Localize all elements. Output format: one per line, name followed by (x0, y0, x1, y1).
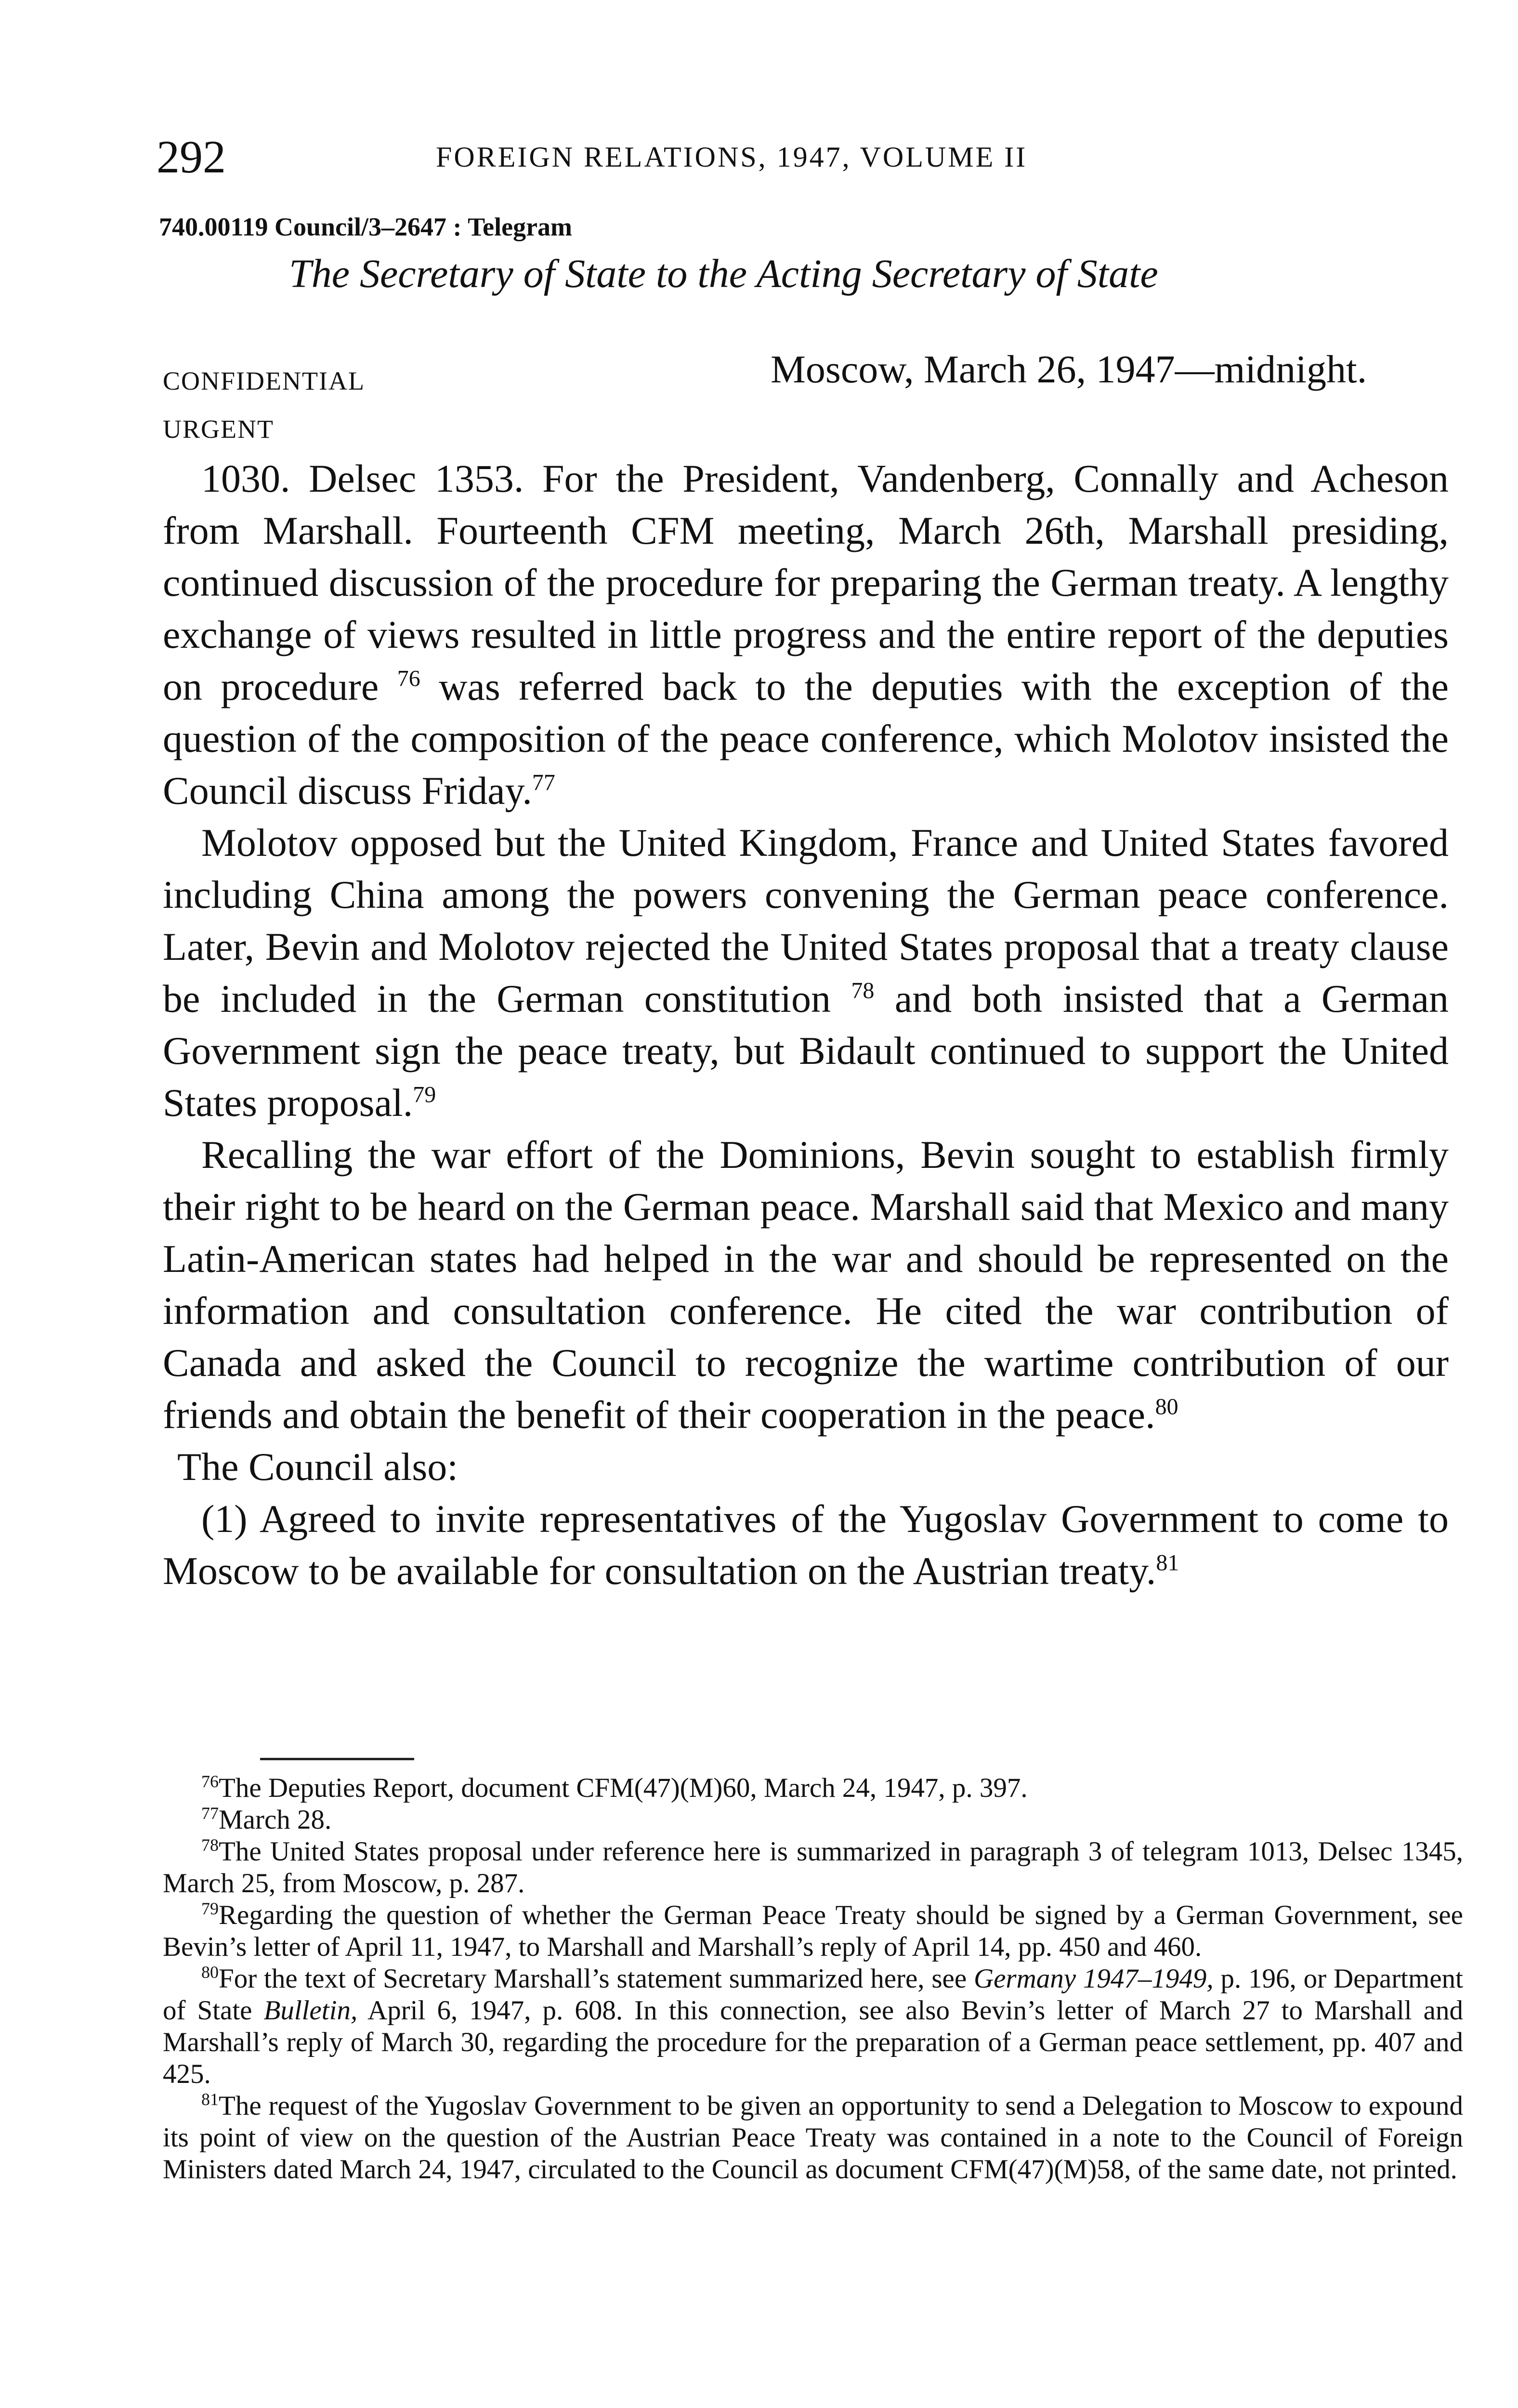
footnote-mark: 79 (201, 1899, 219, 1918)
footnote-marker: 78 (851, 978, 875, 1004)
paragraph-text: was referred back to the deputies with the exception of the question of the composition of the peace conference, which Molotov insisted the Council discuss Friday. (163, 665, 1449, 812)
footnote-text: p. 196, or Department of State (163, 1963, 1463, 2026)
footnote-mark: 78 (201, 1835, 219, 1855)
footnote-mark: 77 (201, 1804, 219, 1823)
paragraph-5 (163, 1493, 1449, 1597)
footnote-marker: 76 (397, 666, 420, 692)
telegram-body (163, 453, 1449, 1597)
footnote-80 (163, 1963, 1463, 2090)
footnote-mark: 81 (201, 2090, 219, 2109)
footnote-marker: 79 (413, 1082, 436, 1108)
paragraph-text: 1030. Delsec 1353. For the President, Vandenberg, Connally and Acheson from Marshall. Fourteenth CFM meeting, March 26th, Marshall presiding, continued discussion of the procedure for preparing the German treaty. A lengthy exchange of views resulted in little progress and the entire report of the deputies on procedure (163, 457, 1449, 708)
paragraph-2 (163, 817, 1449, 1129)
paragraph-text: The Council also: (177, 1445, 458, 1489)
footnote-marker: 77 (532, 770, 555, 796)
footnote-77 (163, 1804, 1463, 1836)
footnote-mark: 80 (201, 1963, 219, 1982)
classification-label: CONFIDENTIAL (163, 366, 365, 395)
footnote-text: Regarding the question of whether the German Peace Treaty should be signed by a German Government, see Bevin’s letter of April 11, 1947, to Marshall and Marshall’s reply of April 14, pp. 450 and 460. (163, 1900, 1463, 1962)
paragraph-text: (1) Agreed to invite representatives of the Yugoslav Government to come to Moscow to be available for consultation on the Austrian treaty. (163, 1497, 1449, 1593)
paragraph-text: Molotov opposed but the United Kingdom, France and United States favored including China among the powers convening the German peace conference. Later, Bevin and Molotov rejected the United States proposal that a treaty clause be included in the German constitution (163, 821, 1449, 1021)
footnote-text: March 28. (219, 1805, 332, 1835)
running-header (157, 130, 1457, 183)
footnote-text: The Deputies Report, document CFM(47)(M)60, March 24, 1947, p. 397. (219, 1773, 1028, 1803)
footnote-text: For the text of Secretary Marshall’s statement summarized here, see (219, 1963, 967, 1994)
footnote-text: The United States proposal under reference here is summarized in paragraph 3 of telegram 1013, Delsec 1345, March 25, from Moscow, p. 287. (163, 1836, 1463, 1898)
document-title: The Secretary of State to the Acting Secretary of State (289, 251, 1158, 296)
footnote-79 (163, 1899, 1463, 1963)
footnote-mark: 76 (201, 1772, 219, 1791)
priority-label: URGENT (163, 415, 274, 444)
footnote-divider (260, 1758, 414, 1760)
footnote-76 (163, 1772, 1463, 1804)
paragraph-1 (163, 453, 1449, 817)
footnote-italic-title: Germany 1947–1949, (973, 1963, 1214, 1994)
dateline: Moscow, March 26, 1947—midnight. (771, 347, 1367, 391)
file-reference: 740.00119 Council/3–2647 : Telegram (159, 212, 573, 241)
footnote-italic-title: Bulletin, (263, 1995, 358, 2026)
page-number: 292 (157, 131, 226, 183)
paragraph-4 (163, 1441, 1449, 1493)
footnote-text: April 6, 1947, p. 608. In this connection, see also Bevin’s letter of March 27 to Marshall and Marshall’s reply of March 30, regarding the procedure for the preparation of a German peace settlement, pp. 407 and 425. (163, 1995, 1463, 2089)
paragraph-3 (163, 1129, 1449, 1441)
footnotes (163, 1772, 1463, 2186)
footnote-marker: 80 (1155, 1394, 1178, 1420)
footnote-81 (163, 2090, 1463, 2186)
footnote-marker: 81 (1156, 1550, 1179, 1576)
paragraph-text: Recalling the war effort of the Dominions, Bevin sought to establish firmly their right to be heard on the German peace. Marshall said that Mexico and many Latin-American states had helped in the war and should be represented on the information and consultation conference. He cited the war contribution of Canada and asked the Council to recognize the wartime contribution of our friends and obtain the benefit of their cooperation in the peace. (163, 1133, 1449, 1437)
footnote-text: The request of the Yugoslav Government to be given an opportunity to send a Delegation to Moscow to expound its point of view on the question of the Austrian Peace Treaty was contained in a note to the Council of Foreign Ministers dated March 24, 1947, circulated to the Council as document CFM(47)(M)58, of the same date, not printed. (163, 2091, 1463, 2185)
running-title: FOREIGN RELATIONS, 1947, VOLUME II (436, 141, 1028, 173)
footnote-78 (163, 1836, 1463, 1899)
paragraph-text: and both insisted that a German Government sign the peace treaty, but Bidault continued to support the United States proposal. (163, 977, 1449, 1125)
